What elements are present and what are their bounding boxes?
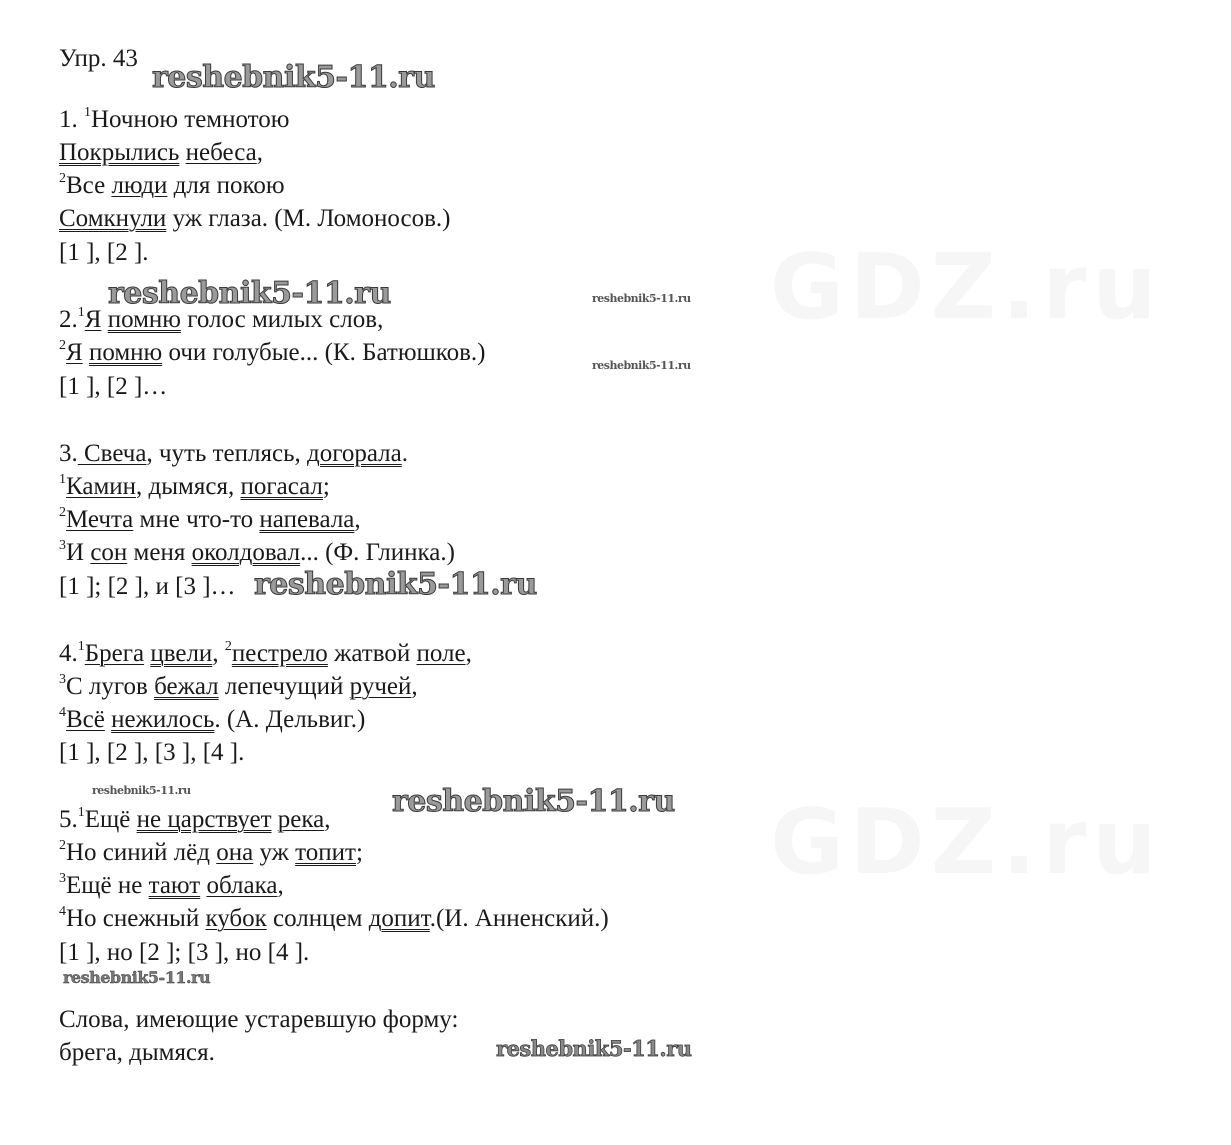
site-watermark: reshebnik5-11.ru [254, 567, 537, 602]
ex1-line3: $^2$Все люди для покою [59, 171, 285, 199]
ex5-line4: $^4$Но снежный кубок солнцем допит.(И. Анненский.) [59, 904, 609, 932]
ex1-line4: Сомкнули уж глаза. (М. Ломоносов.) [59, 205, 451, 232]
ex1-line2: Покрылись небеса, [59, 139, 263, 166]
site-watermark: reshebnik5-11.ru [152, 60, 435, 95]
site-watermark: reshebnik5-11.ru [592, 359, 691, 372]
ex3-line4: $^3$И сон меня околдовал... (Ф. Глинка.) [59, 538, 455, 566]
ex4-line3: $^4$Всё нежилось. (А. Дельвиг.) [59, 705, 366, 733]
ex4-line1: 4.$^1$Брега цвели, $^2$пестрело жатвой поле, [59, 639, 472, 667]
site-watermark: reshebnik5-11.ru [63, 968, 211, 987]
ghost-watermark: GDZ.ru [770, 235, 1163, 340]
site-watermark: reshebnik5-11.ru [496, 1036, 692, 1061]
ex2-scheme: [1 ], [2 ]… [59, 373, 168, 400]
ex1-line1: 1. $^1$Ночною темнотою [59, 105, 290, 133]
footer-line1: Слова, имеющие устаревшую форму: [59, 1006, 459, 1033]
footer-line2: брега, дымяся. [59, 1039, 215, 1066]
site-watermark: reshebnik5-11.ru [92, 784, 191, 797]
ghost-watermark: GDZ.ru [770, 790, 1163, 895]
exercise-title: Упр. 43 [59, 45, 138, 72]
ex2-line2: $^2$Я помню очи голубые... (К. Батюшков.) [59, 338, 486, 366]
ex3-line2: $^1$Камин, дымяся, погасал; [59, 472, 330, 500]
ex4-scheme: [1 ], [2 ], [3 ], [4 ]. [59, 739, 245, 766]
site-watermark: reshebnik5-11.ru [392, 784, 675, 819]
ex5-scheme: [1 ], но [2 ]; [3 ], но [4 ]. [59, 939, 310, 966]
site-watermark: reshebnik5-11.ru [592, 292, 691, 305]
ex3-line3: $^2$Мечта мне что-то напевала, [59, 505, 361, 533]
ex5-line1: 5.$^1$Ещё не царствует река, [59, 805, 331, 833]
ex3-scheme: [1 ]; [2 ], и [3 ]… [59, 573, 236, 600]
ex5-line2: $^2$Но синий лёд она уж топит; [59, 838, 363, 866]
ex1-scheme: [1 ], [2 ]. [59, 239, 149, 266]
ex4-line2: $^3$С лугов бежал лепечущий ручей, [59, 672, 418, 700]
ex2-line1: 2.$^1$Я помню голос милых слов, [59, 305, 384, 333]
site-watermark: reshebnik5-11.ru [108, 276, 391, 311]
ex3-line1: 3. Свеча, чуть теплясь, догорала. [59, 440, 409, 467]
ex5-line3: $^3$Ещё не тают облака, [59, 871, 284, 899]
